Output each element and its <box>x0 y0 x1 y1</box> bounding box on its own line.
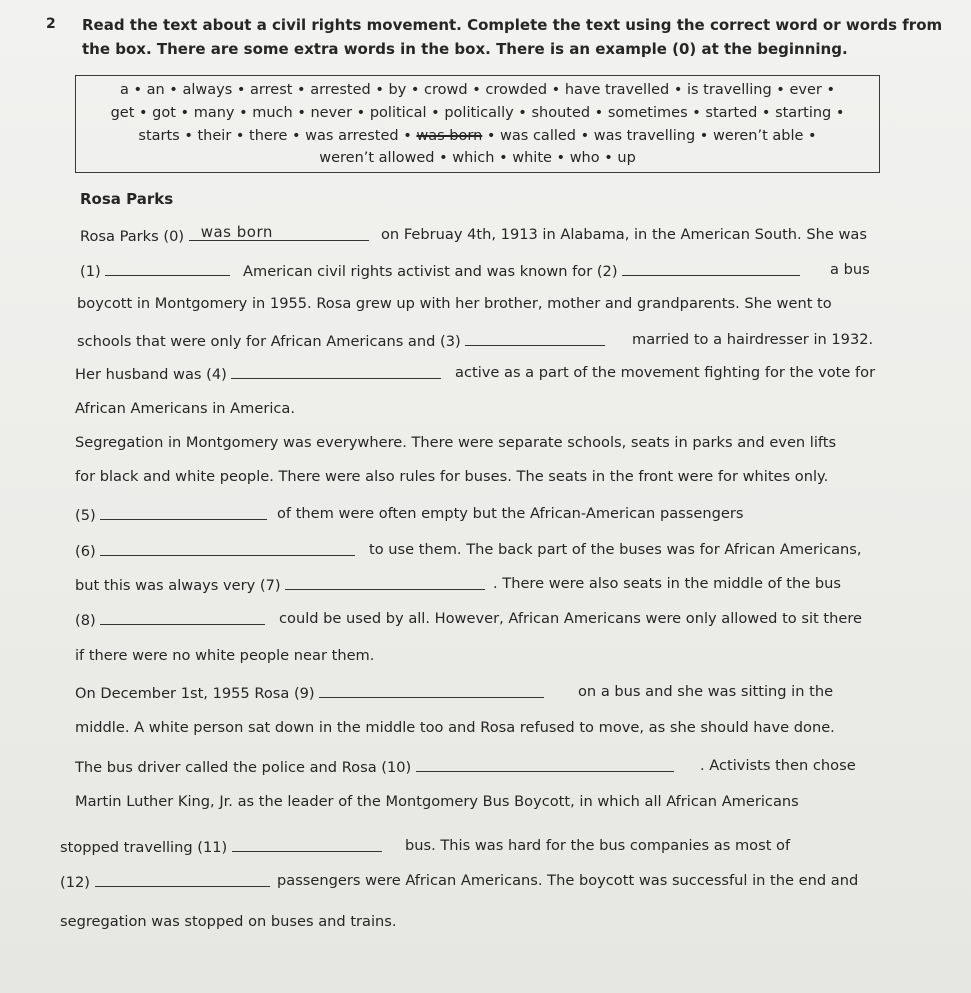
word-box-line-2: get • got • many • much • never • political • politically • shouted • sometimes • started • starting • <box>110 105 845 121</box>
word-box-line-4: weren’t allowed • which • white • who • up <box>319 150 636 166</box>
line-11 <box>75 610 265 629</box>
word-box <box>75 75 880 173</box>
line-9-label: (6) <box>75 543 101 560</box>
line-18 <box>60 872 270 891</box>
line-1-label: (1) <box>80 263 106 280</box>
word-box-line-1: a • an • always • arrest • arrested • by • crowd • crowded • have travelled • is travelling • ever • <box>119 82 836 98</box>
line-4 <box>75 364 441 383</box>
line-1-end: a bus <box>830 261 870 278</box>
line-16: Martin Luther King, Jr. as the leader of the Montgomery Bus Boycott, in which all African Americans <box>75 793 799 810</box>
instruction-line-2: the box. There are some extra words in the box. There is an example (0) at the beginning. <box>82 40 848 58</box>
line-17-end: bus. This was hard for the bus companies as most of <box>405 837 791 854</box>
line-11-end: could be used by all. However, African Americans were only allowed to sit there <box>279 610 862 627</box>
blank-2[interactable] <box>622 261 800 276</box>
line-6: Segregation in Montgomery was everywhere. There were separate schools, seats in parks and even lifts <box>75 434 837 451</box>
line-8-label: (5) <box>75 507 101 524</box>
blank-1[interactable] <box>105 261 230 276</box>
line-14: middle. A white person sat down in the middle too and Rosa refused to move, as she should have done. <box>75 719 835 736</box>
line-15-text: The bus driver called the police and Rosa (10) <box>75 759 416 776</box>
line-0 <box>80 223 369 245</box>
line-3-text: schools that were only for African Americans and (3) <box>77 333 466 350</box>
line-10-text: but this was always very (7) <box>75 577 286 594</box>
line-10 <box>75 575 485 594</box>
line-10-end: . There were also seats in the middle of the bus <box>493 575 841 592</box>
blank-6[interactable] <box>100 541 355 556</box>
blank-8[interactable] <box>100 610 265 625</box>
blank-7[interactable] <box>285 575 485 590</box>
line-18-end: passengers were African Americans. The boycott was successful in the end and <box>277 872 859 889</box>
line-9-end: to use them. The back part of the buses was for African Americans, <box>369 541 862 558</box>
blank-11[interactable] <box>232 837 382 852</box>
line-19: segregation was stopped on buses and trains. <box>60 913 397 930</box>
line-1 <box>80 261 230 280</box>
line-13 <box>75 683 544 702</box>
line-0-text: Rosa Parks (0) <box>80 228 189 245</box>
line-12: if there were no white people near them. <box>75 647 375 664</box>
line-3-end: married to a hairdresser in 1932. <box>632 331 874 348</box>
blank-5[interactable] <box>100 505 267 520</box>
word-box-line-3-end: • was called • was travelling • weren’t able • <box>482 128 817 144</box>
line-0-end: on Februay 4th, 1913 in Alabama, in the American South. She was <box>381 226 867 243</box>
passage-title: Rosa Parks <box>80 190 174 208</box>
line-3 <box>77 331 605 350</box>
line-4-text: Her husband was (4) <box>75 366 232 383</box>
line-13-text: On December 1st, 1955 Rosa (9) <box>75 685 320 702</box>
line-17 <box>60 837 382 856</box>
line-13-end: on a bus and she was sitting in the <box>578 683 834 700</box>
blank-4[interactable] <box>231 364 441 379</box>
question-number: 2 <box>46 16 56 32</box>
line-15-end: . Activists then chose <box>700 757 856 774</box>
line-2: boycott in Montgomery in 1955. Rosa grew up with her brother, mother and grandparents. She went to <box>77 295 832 312</box>
line-5: African Americans in America. <box>75 400 295 417</box>
line-4-end: active as a part of the movement fighting for the vote for <box>455 364 876 381</box>
word-box-line-3 <box>76 128 879 144</box>
line-1-text: American civil rights activist and was known for (2) <box>243 263 623 280</box>
crossed-out-example-word: was born <box>416 128 483 144</box>
line-15 <box>75 757 674 776</box>
blank-9[interactable] <box>319 683 544 698</box>
blank-10[interactable] <box>416 757 674 772</box>
line-18-label: (12) <box>60 874 95 891</box>
line-11-label: (8) <box>75 612 101 629</box>
example-answer: was born <box>200 223 273 241</box>
line-8 <box>75 505 267 524</box>
word-box-line-3-start: starts • their • there • was arrested • <box>138 128 417 144</box>
line-8-end: of them were often empty but the African-American passengers <box>277 505 744 522</box>
line-17-text: stopped travelling (11) <box>60 839 232 856</box>
blank-12[interactable] <box>95 872 270 887</box>
instruction-line-1: Read the text about a civil rights movement. Complete the text using the correct word or words from <box>82 16 943 34</box>
example-blank-0 <box>189 223 369 241</box>
line-9 <box>75 541 355 560</box>
line-7: for black and white people. There were also rules for buses. The seats in the front were for whites only. <box>75 468 829 485</box>
blank-3[interactable] <box>465 331 605 346</box>
line-1-mid <box>243 261 800 280</box>
